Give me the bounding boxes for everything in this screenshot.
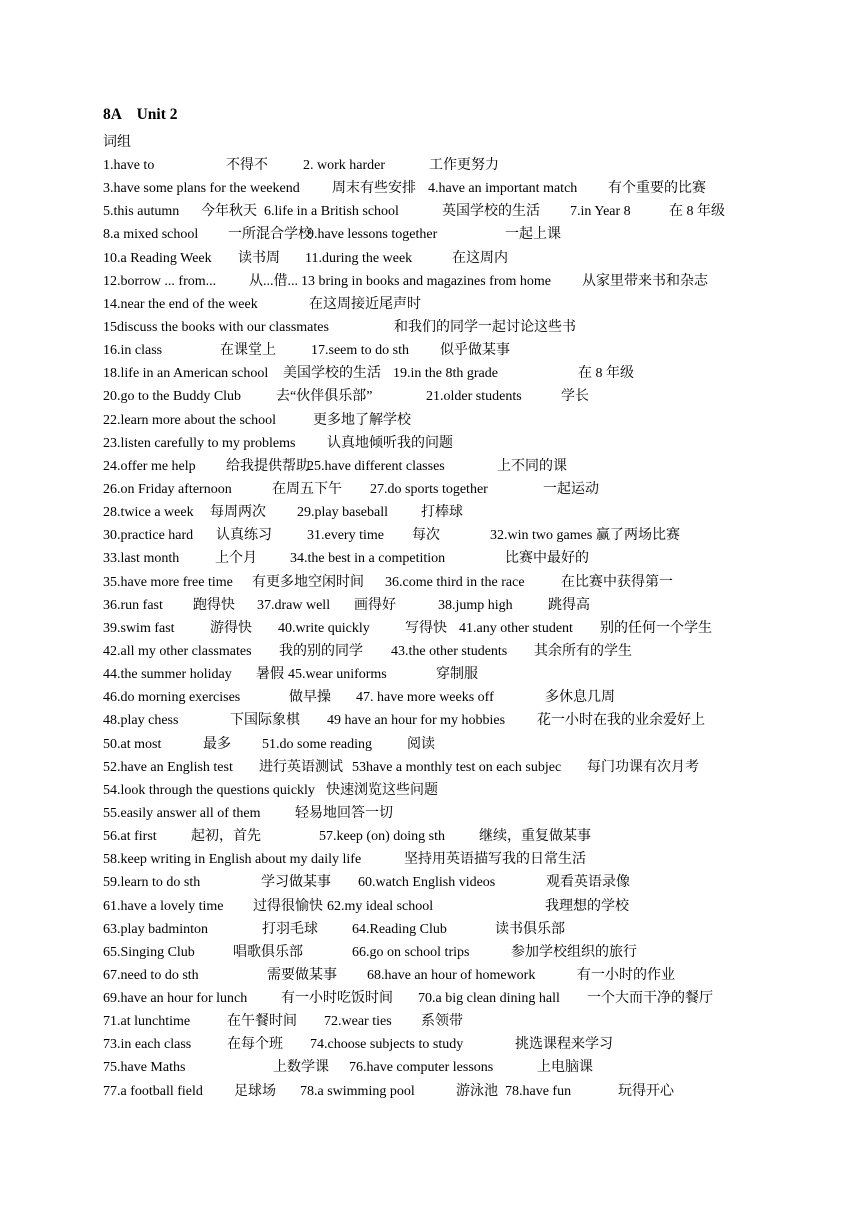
chinese-translation: 今年秋天 [201, 204, 257, 220]
chinese-translation: 在这周内 [452, 250, 508, 266]
english-phrase: 62.my ideal school [327, 898, 434, 914]
phrase-line [103, 524, 843, 547]
phrase-line [103, 640, 843, 663]
chinese-translation: 画得好 [354, 597, 396, 613]
english-phrase: 2. work harder [303, 158, 386, 173]
chinese-translation: 在 8 年级 [578, 366, 634, 382]
english-phrase: 77.a football field [103, 1083, 203, 1099]
chinese-translation: 过得很愉快 [253, 898, 323, 914]
english-phrase: 5.this autumn [103, 204, 180, 220]
chinese-translation: 有个重要的比赛 [608, 181, 706, 197]
english-phrase: 36.come third in the race [385, 574, 525, 590]
english-phrase: 52.have an English test [103, 759, 233, 775]
chinese-translation: 赢了两场比赛 [596, 528, 680, 544]
phrase-line [103, 848, 843, 871]
english-phrase: 50.at most [103, 736, 162, 752]
chinese-translation: 每门功课有次月考 [587, 759, 699, 775]
phrase-line [103, 247, 843, 270]
english-phrase: 40.write quickly [278, 620, 370, 636]
chinese-translation: 观看英语录像 [546, 875, 630, 891]
english-phrase: 20.go to the Buddy Club [103, 389, 242, 405]
phrase-line [103, 663, 843, 686]
phrase-line [103, 895, 843, 918]
english-phrase: 22.learn more about the school [103, 412, 277, 428]
english-phrase: 53have a monthly test on each subjec [352, 759, 562, 775]
english-phrase: 28.twice a week [103, 505, 194, 521]
english-phrase: 46.do morning exercises [103, 690, 241, 706]
english-phrase: 57.keep (on) doing sth [319, 829, 445, 845]
chinese-translation: 学习做某事 [261, 875, 331, 891]
chinese-translation: 我理想的学校 [545, 898, 629, 914]
phrase-line [103, 478, 843, 501]
chinese-translation: 每次 [412, 528, 440, 544]
chinese-translation: 英国学校的生活 [442, 204, 540, 220]
english-phrase: 66.go on school trips [352, 944, 470, 960]
chinese-translation: 周末有些安排 [332, 181, 416, 197]
phrase-line [103, 501, 843, 524]
english-phrase: 9.have lessons together [307, 227, 438, 243]
english-phrase: 39.swim fast [103, 620, 175, 636]
chinese-translation: 给我提供帮助 [226, 458, 310, 474]
english-phrase: 30.practice hard [103, 528, 194, 544]
phrase-line [103, 547, 843, 570]
chinese-translation: 玩得开心 [618, 1083, 674, 1099]
chinese-translation: 打棒球 [421, 505, 463, 521]
chinese-translation: 别的任何一个学生 [600, 620, 712, 636]
english-phrase: 45.wear uniforms [288, 667, 387, 683]
phrase-line [103, 1080, 843, 1103]
chinese-translation: 从家里带来书和杂志 [582, 273, 708, 289]
english-phrase: 78.have fun [505, 1083, 572, 1099]
english-phrase: 34.the best in a competition [290, 551, 446, 567]
phrase-line [103, 871, 843, 894]
chinese-translation: 在每个班 [227, 1037, 283, 1053]
phrase-line [103, 316, 843, 339]
english-phrase: 26.on Friday afternoon [103, 481, 232, 497]
english-phrase: 64.Reading Club [352, 921, 447, 937]
chinese-translation: 系领带 [421, 1014, 463, 1030]
english-phrase: 25.have different classes [307, 458, 445, 474]
english-phrase: 47. have more weeks off [356, 690, 494, 706]
chinese-translation: 在午餐时间 [227, 1014, 297, 1030]
chinese-translation: 一起上课 [505, 227, 561, 243]
phrase-line [103, 200, 843, 223]
chinese-translation: 比赛中最好的 [505, 551, 589, 567]
chinese-translation: 美国学校的生活 [283, 366, 381, 382]
phrase-line [103, 385, 843, 408]
english-phrase: 48.play chess [103, 713, 179, 729]
english-phrase: 18.life in an American school [103, 366, 269, 382]
chinese-translation: 唱歌俱乐部 [233, 944, 303, 960]
english-phrase: 23.listen carefully to my problems [103, 435, 296, 451]
phrase-line [103, 1010, 843, 1033]
chinese-translation: 其余所有的学生 [534, 643, 632, 659]
english-phrase: 61.have a lovely time [103, 898, 224, 914]
chinese-translation: 暑假 [256, 667, 284, 683]
chinese-translation: 多休息几周 [545, 690, 615, 706]
english-phrase: 68.have an hour of homework [367, 967, 536, 983]
english-phrase: 56.at first [103, 829, 157, 845]
chinese-translation: 在比赛中获得第一 [561, 574, 673, 590]
chinese-translation: 更多地了解学校 [313, 412, 411, 428]
phrase-line [103, 941, 843, 964]
phrase-line [103, 617, 843, 640]
phrase-line [103, 987, 843, 1010]
english-phrase: 41.any other student [459, 620, 573, 636]
chinese-translation: 在周五下午 [272, 481, 342, 497]
chinese-translation: 一起运动 [543, 481, 599, 497]
phrase-line [103, 270, 843, 293]
chinese-translation: 认真练习 [216, 528, 272, 544]
phrase-line [103, 223, 843, 246]
english-phrase: 38.jump high [438, 597, 513, 613]
chinese-translation: 读书俱乐部 [495, 921, 565, 937]
english-phrase: 1.have to [103, 158, 155, 173]
english-phrase: 15discuss the books with our classmates [103, 319, 329, 335]
english-phrase: 32.win two games [490, 528, 593, 544]
phrase-line [103, 339, 843, 362]
english-phrase: 19.in the 8th grade [393, 366, 498, 382]
chinese-translation: 继续，重复做某事 [479, 829, 591, 845]
english-phrase: 60.watch English videos [358, 875, 496, 891]
english-phrase: 6.life in a British school [264, 204, 399, 220]
english-phrase: 31.every time [307, 528, 384, 544]
english-phrase: 21.older students [426, 389, 522, 405]
english-phrase: 35.have more free time [103, 574, 233, 590]
chinese-translation: 挑选课程来学习 [515, 1037, 613, 1053]
chinese-translation: 坚持用英语描写我的日常生活 [404, 852, 586, 868]
english-phrase: 13 bring in books and magazines from home [301, 273, 552, 289]
chinese-translation: 有一小时吃饭时间 [281, 991, 393, 1007]
chinese-translation: 去“伙伴俱乐部” [276, 389, 373, 405]
chinese-translation: 跳得高 [548, 597, 590, 613]
english-phrase: 14.near the end of the week [103, 296, 258, 312]
english-phrase: 29.play baseball [297, 505, 388, 521]
document-title: 8A Unit 2 [103, 106, 178, 123]
english-phrase: 8.a mixed school [103, 227, 199, 243]
english-phrase: 43.the other students [391, 643, 508, 659]
phrase-line [103, 432, 843, 455]
chinese-translation: 起初，首先 [191, 829, 261, 845]
chinese-translation: 在 8 年级 [669, 204, 725, 220]
chinese-translation: 进行英语测试 [259, 759, 343, 775]
english-phrase: 36.run fast [103, 597, 163, 613]
chinese-translation: 有更多地空闲时间 [252, 574, 364, 590]
phrase-line [103, 594, 843, 617]
chinese-translation: 似乎做某事 [440, 343, 510, 359]
phrase-line [103, 686, 843, 709]
phrase-line [103, 825, 843, 848]
english-phrase: 63.play badminton [103, 921, 208, 937]
chinese-translation: 每周两次 [210, 505, 266, 521]
chinese-translation: 花一小时在我的业余爱好上 [537, 713, 705, 729]
phrase-line [103, 293, 843, 316]
phrase-line [103, 177, 843, 200]
phrase-line [103, 362, 843, 385]
chinese-translation: 不得不 [226, 158, 268, 173]
english-phrase: 54.look through the questions quickly [103, 782, 315, 798]
phrase-line [103, 571, 843, 594]
phrase-line [103, 802, 843, 825]
phrase-line [103, 733, 843, 756]
chinese-translation: 需要做某事 [267, 967, 337, 983]
english-phrase: 3.have some plans for the weekend [103, 181, 300, 197]
english-phrase: 67.need to do sth [103, 967, 199, 983]
english-phrase: 78.a swimming pool [300, 1083, 415, 1099]
chinese-translation: 轻易地回答一切 [295, 805, 393, 821]
english-phrase: 49 have an hour for my hobbies [327, 713, 506, 729]
chinese-translation: 一个大而干净的餐厅 [587, 991, 713, 1007]
english-phrase: 24.offer me help [103, 458, 196, 474]
english-phrase: 44.the summer holiday [103, 667, 232, 683]
english-phrase: 17.seem to do sth [311, 343, 409, 359]
document-subtitle: 词组 [103, 135, 131, 150]
chinese-translation: 一所混合学校 [228, 227, 312, 243]
english-phrase: 7.in Year 8 [570, 204, 631, 220]
chinese-translation: 读书周 [238, 250, 280, 266]
english-phrase: 73.in each class [103, 1037, 192, 1053]
english-phrase: 69.have an hour for lunch [103, 991, 248, 1007]
chinese-translation: 穿制服 [436, 667, 478, 683]
chinese-translation: 从...借... [249, 273, 298, 289]
chinese-translation: 阅读 [407, 736, 435, 752]
phrase-line [103, 1033, 843, 1056]
chinese-translation: 跑得快 [193, 597, 235, 613]
english-phrase: 75.have Maths [103, 1060, 186, 1076]
chinese-translation: 我的别的同学 [279, 643, 363, 659]
english-phrase: 65.Singing Club [103, 944, 195, 960]
phrase-list [103, 154, 843, 1103]
phrase-line [103, 709, 843, 732]
english-phrase: 71.at lunchtime [103, 1014, 191, 1030]
chinese-translation: 快速浏览这些问题 [326, 782, 438, 798]
english-phrase: 37.draw well [257, 597, 331, 613]
english-phrase: 42.all my other classmates [103, 643, 252, 659]
chinese-translation: 上电脑课 [537, 1060, 593, 1076]
phrase-line [103, 409, 843, 432]
chinese-translation: 上不同的课 [497, 458, 567, 474]
chinese-translation: 认真地倾听我的问题 [327, 435, 453, 451]
phrase-line [103, 918, 843, 941]
chinese-translation: 最多 [203, 736, 231, 752]
chinese-translation: 做早操 [289, 690, 331, 706]
english-phrase: 4.have an important match [428, 181, 578, 197]
english-phrase: 76.have computer lessons [349, 1060, 494, 1076]
english-phrase: 10.a Reading Week [103, 250, 212, 266]
phrase-line [103, 964, 843, 987]
chinese-translation: 学长 [561, 389, 589, 405]
phrase-line [103, 1056, 843, 1079]
english-phrase: 58.keep writing in English about my daily life [103, 852, 362, 868]
chinese-translation: 参加学校组织的旅行 [511, 944, 637, 960]
chinese-translation: 和我们的同学一起讨论这些书 [394, 319, 576, 335]
chinese-translation: 打羽毛球 [262, 921, 318, 937]
chinese-translation: 在这周接近尾声时 [309, 296, 421, 312]
english-phrase: 51.do some reading [262, 736, 373, 752]
english-phrase: 33.last month [103, 551, 180, 567]
chinese-translation: 写得快 [405, 620, 447, 636]
english-phrase: 70.a big clean dining hall [418, 991, 560, 1007]
phrase-line [103, 756, 843, 779]
chinese-translation: 在课堂上 [220, 343, 276, 359]
english-phrase: 74.choose subjects to study [310, 1037, 464, 1053]
english-phrase: 12.borrow ... from... [103, 273, 217, 289]
phrase-line [103, 455, 843, 478]
chinese-translation: 下国际象棋 [230, 713, 300, 729]
english-phrase: 55.easily answer all of them [103, 805, 261, 821]
english-phrase: 11.during the week [305, 250, 413, 266]
phrase-line [103, 154, 843, 177]
chinese-translation: 游泳池 [456, 1083, 498, 1099]
english-phrase: 27.do sports together [370, 481, 488, 497]
phrase-line [103, 779, 843, 802]
chinese-translation: 上数学课 [273, 1060, 329, 1076]
english-phrase: 72.wear ties [324, 1014, 392, 1030]
chinese-translation: 游得快 [210, 620, 252, 636]
chinese-translation: 工作更努力 [429, 158, 499, 173]
chinese-translation: 有一小时的作业 [577, 967, 675, 983]
chinese-translation: 足球场 [234, 1083, 276, 1099]
english-phrase: 16.in class [103, 343, 163, 359]
english-phrase: 59.learn to do sth [103, 875, 201, 891]
chinese-translation: 上个月 [215, 551, 257, 567]
